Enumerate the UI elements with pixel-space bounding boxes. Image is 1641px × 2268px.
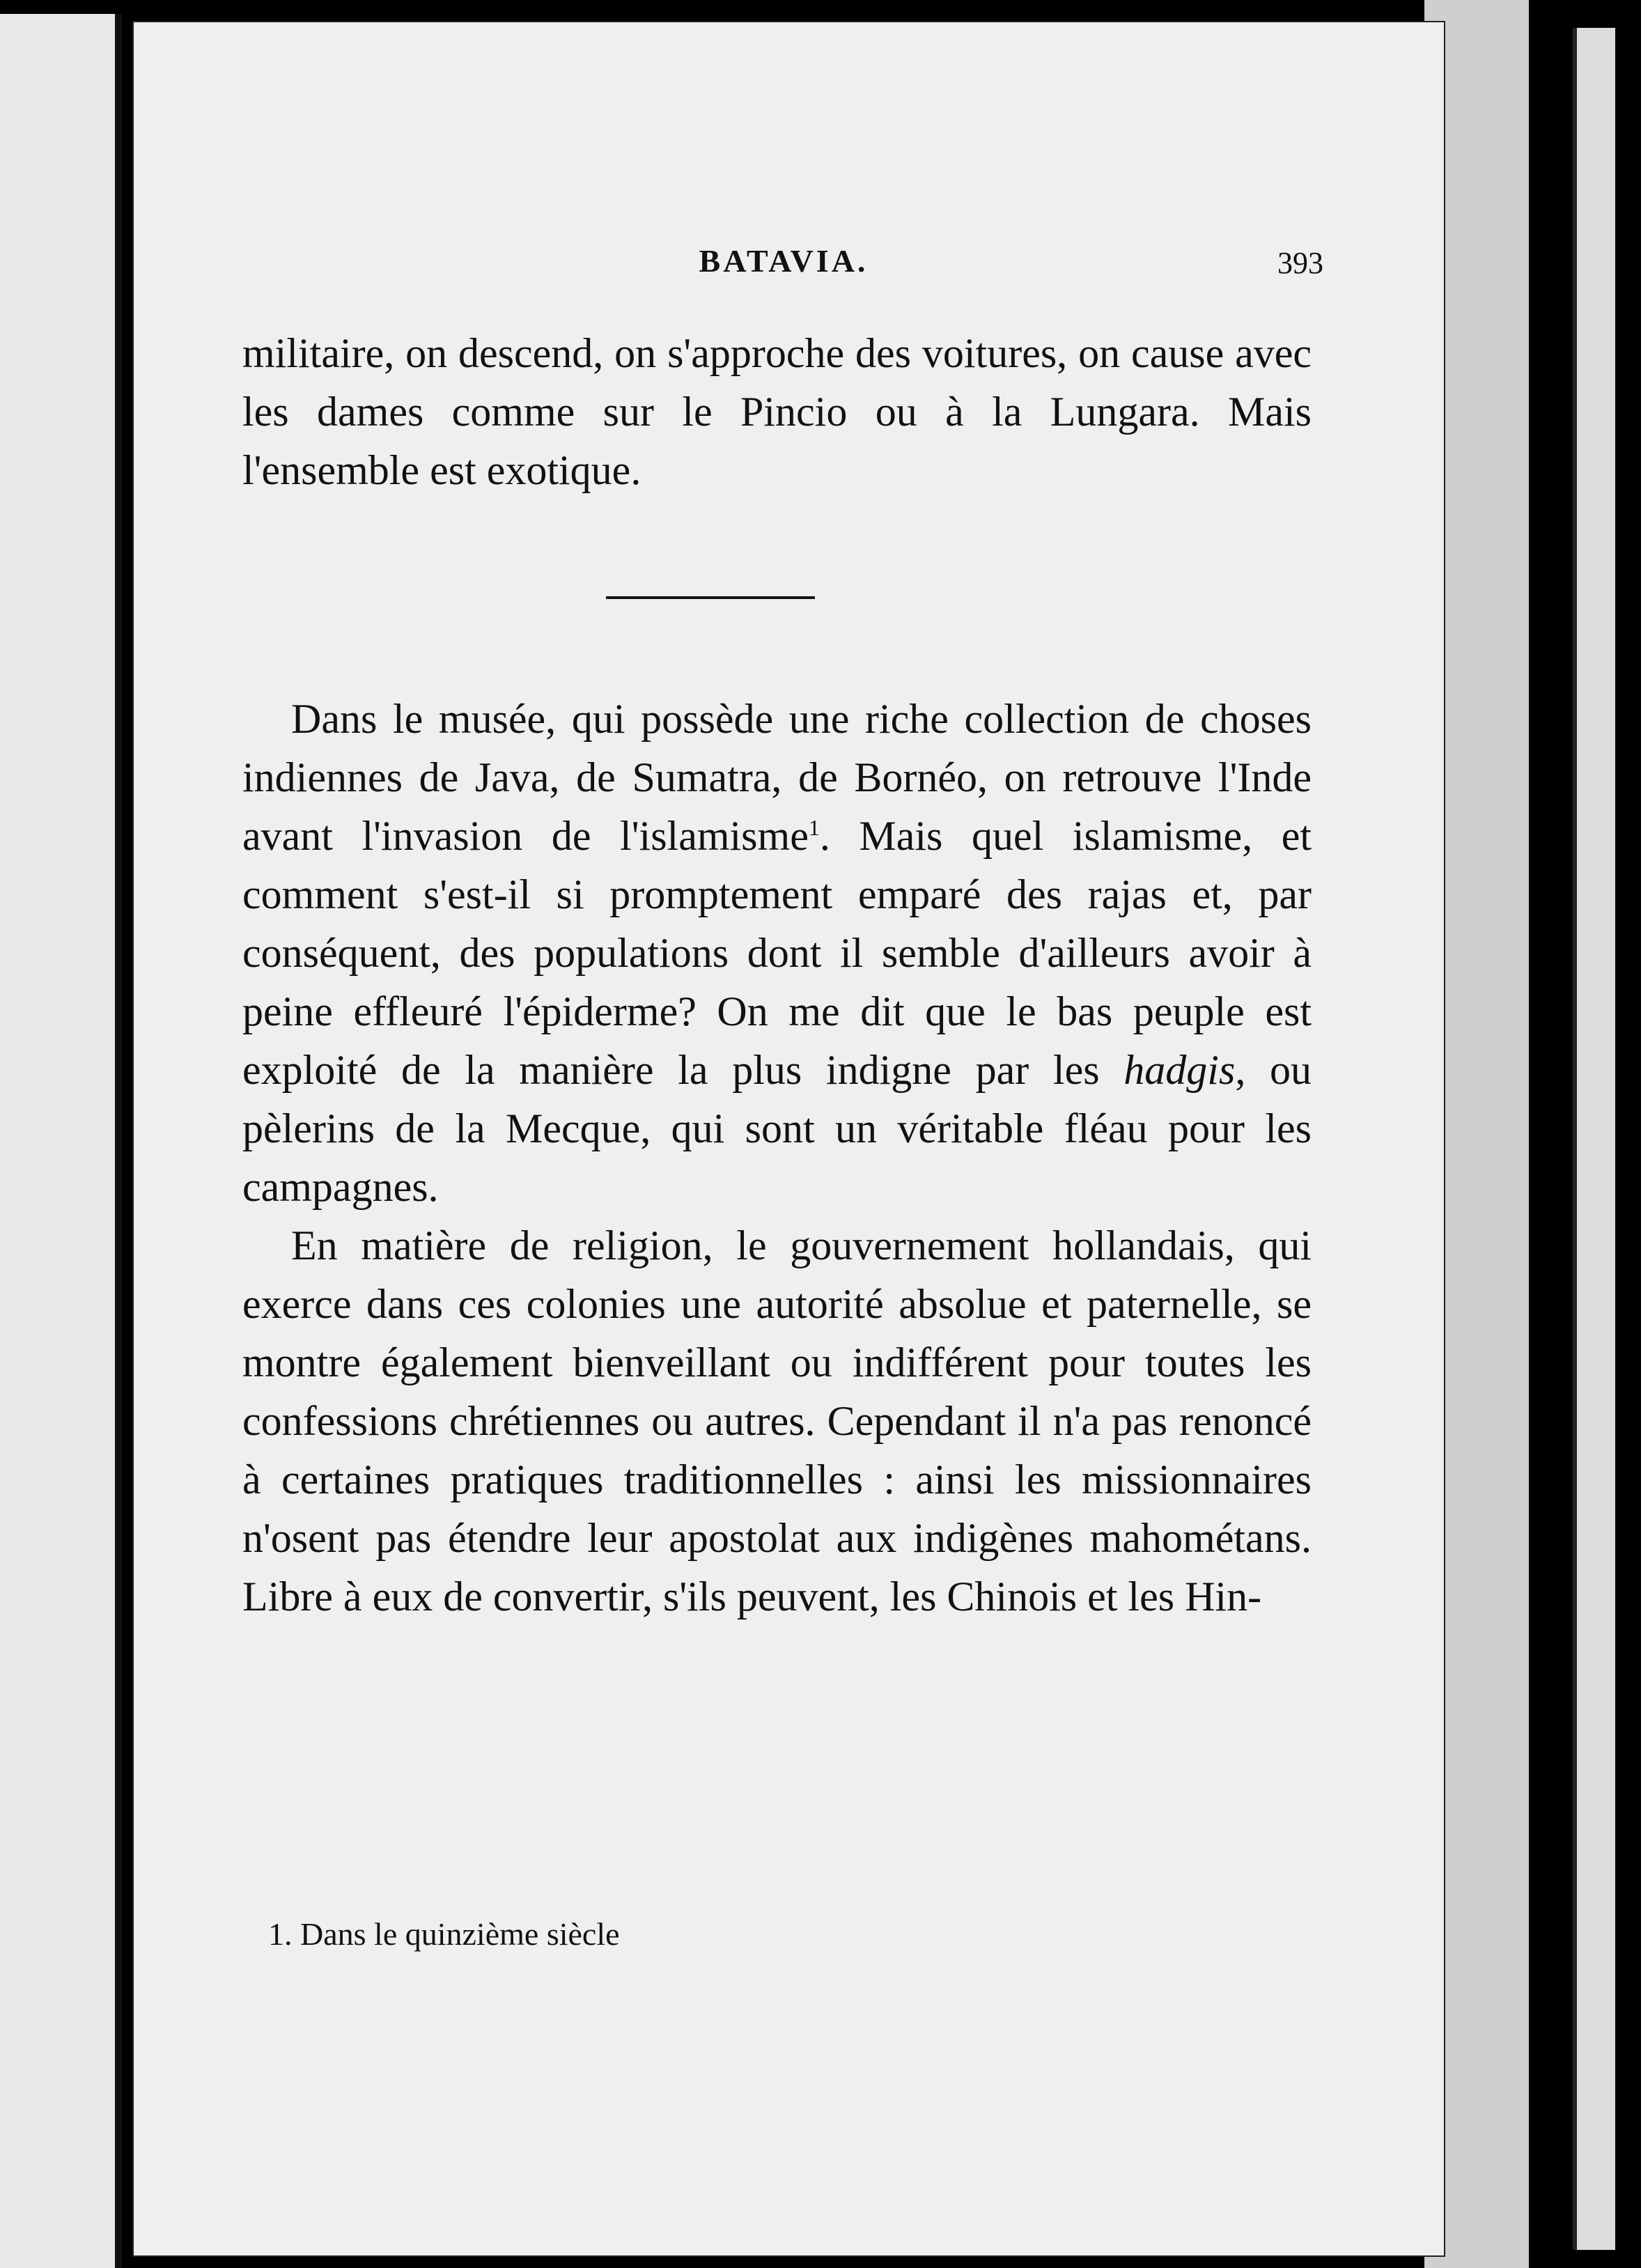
page-number: 393: [1277, 246, 1323, 280]
footnote-number: 1.: [268, 1916, 293, 1952]
footnote-reference: 1: [808, 815, 820, 840]
text-block-main: [242, 690, 1312, 1626]
italic-term: hadgis: [1123, 1047, 1236, 1093]
book-edge-outer: [1573, 28, 1615, 2250]
facing-page-edge: [0, 14, 122, 2268]
text-block-top: [242, 324, 1312, 499]
paragraph-museum-part-c: , ou pèlerins de la Mecque, qui sont un véritable fléau pour les campagnes.: [242, 1047, 1312, 1210]
footnote-text: Dans le quinzième siècle: [300, 1916, 620, 1952]
footnote: [268, 1916, 620, 1952]
paragraph-museum-part-a: Dans le musée, qui possède une riche collection de choses indiennes de Java, de Sumatra, de Bornéo, on retrouve l'Inde avant l'invasion de l'islamisme: [242, 696, 1312, 859]
running-title: BATAVIA.: [699, 243, 869, 279]
paragraph-continuation: militaire, on descend, on s'approche des voitures, on cause avec les dames comme sur le Pincio ou à la Lungara. Mais l'ensemble est exotique.: [242, 330, 1312, 493]
paragraph-museum: [242, 690, 1312, 1216]
paragraph-religion: En matière de religion, le gouvernement hollandais, qui exerce dans ces colonies une autorité absolue et paternelle, se montre également bienveillant ou indifférent pour toutes les confessions chrétiennes ou autres. Cependant il n'a pas renoncé à certaines pratiques traditionnelles : ainsi les missionnaires n'osent pas étendre leur apostolat aux indigènes mahométans. Libre à eux de convertir, s'ils peuvent, les Chinois et les Hin-: [242, 1222, 1312, 1620]
paragraph-museum-part-b: . Mais quel islamisme, et comment s'est-il si promptement emparé des rajas et, par conséquent, des populations dont il semble d'ailleurs avoir à peine effleuré l'épiderme? On me dit que le bas peuple est exploité de la manière la plus indigne par les: [242, 813, 1312, 1093]
running-head: [244, 242, 1323, 291]
book-page: [132, 21, 1445, 2257]
section-separator: [606, 596, 815, 599]
